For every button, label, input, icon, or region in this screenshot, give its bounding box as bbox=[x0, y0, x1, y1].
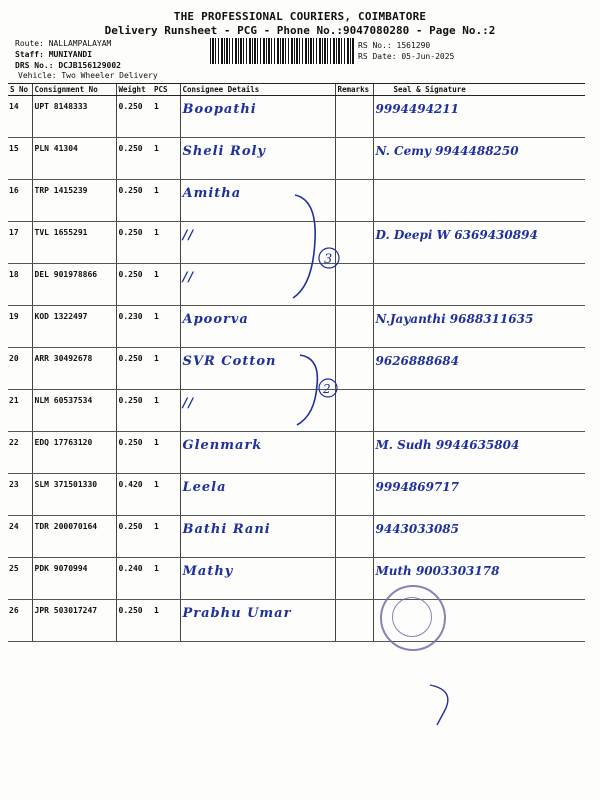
row-weight: 0.250 bbox=[116, 222, 152, 264]
col-consignment: Consignment No bbox=[32, 84, 116, 96]
route-label: Route: NALLAMPALAYAM bbox=[15, 39, 112, 48]
row-consignment-no: DEL 901978866 bbox=[32, 264, 116, 306]
document-header bbox=[0, 10, 600, 37]
row-pcs: 1 bbox=[152, 222, 180, 264]
row-weight: 0.240 bbox=[116, 558, 152, 600]
rs-number: RS No.: 1561290 bbox=[358, 41, 431, 50]
row-consignee-handwritten: Leela bbox=[180, 474, 335, 516]
row-weight: 0.250 bbox=[116, 96, 152, 138]
row-pcs: 1 bbox=[152, 516, 180, 558]
col-remarks: Remarks bbox=[335, 84, 373, 96]
row-signature-handwritten: N. Cemy 9944488250 bbox=[373, 138, 585, 180]
meta-left bbox=[15, 38, 121, 71]
row-consignee-handwritten: // bbox=[180, 264, 335, 306]
row-pcs: 1 bbox=[152, 348, 180, 390]
row-pcs: 1 bbox=[152, 264, 180, 306]
meta-right bbox=[358, 40, 454, 62]
row-weight: 0.250 bbox=[116, 348, 152, 390]
row-weight: 0.250 bbox=[116, 264, 152, 306]
row-consignment-no: UPT 8148333 bbox=[32, 96, 116, 138]
col-consignee: Consignee Details bbox=[180, 84, 335, 96]
row-consignee-handwritten: Amitha bbox=[180, 180, 335, 222]
row-signature-handwritten: 9994494211 bbox=[373, 96, 585, 138]
row-pcs: 1 bbox=[152, 432, 180, 474]
row-signature-handwritten: M. Sudh 9944635804 bbox=[373, 432, 585, 474]
row-sno: 20 bbox=[8, 348, 32, 390]
row-consignment-no: NLM 60537534 bbox=[32, 390, 116, 432]
row-pcs: 1 bbox=[152, 474, 180, 516]
row-signature-handwritten: N.Jayanthi 9688311635 bbox=[373, 306, 585, 348]
row-consignment-no: EDQ 17763120 bbox=[32, 432, 116, 474]
row-consignment-no: TDR 200070164 bbox=[32, 516, 116, 558]
row-sno: 15 bbox=[8, 138, 32, 180]
row-sno: 19 bbox=[8, 306, 32, 348]
bracket-group-a bbox=[285, 190, 345, 300]
company-stamp bbox=[380, 585, 446, 651]
row-weight: 0.250 bbox=[116, 600, 152, 642]
row-sno: 25 bbox=[8, 558, 32, 600]
vehicle-label: Vehicle: Two Wheeler Delivery bbox=[18, 71, 158, 80]
row-sno: 16 bbox=[8, 180, 32, 222]
row-consignment-no: SLM 371501330 bbox=[32, 474, 116, 516]
staff-label: Staff: MUNIYANDI bbox=[15, 50, 93, 59]
row-weight: 0.250 bbox=[116, 390, 152, 432]
table-row bbox=[8, 558, 585, 600]
row-pcs: 1 bbox=[152, 600, 180, 642]
row-weight: 0.250 bbox=[116, 516, 152, 558]
row-sno: 17 bbox=[8, 222, 32, 264]
pen-mark bbox=[425, 680, 465, 730]
row-pcs: 1 bbox=[152, 390, 180, 432]
row-signature-handwritten: Muth 9003303178 bbox=[373, 558, 585, 600]
row-remarks bbox=[335, 516, 373, 558]
barcode bbox=[210, 38, 355, 64]
row-signature-handwritten bbox=[373, 264, 585, 306]
company-name: THE PROFESSIONAL COURIERS, COIMBATORE bbox=[173, 10, 427, 23]
row-pcs: 1 bbox=[152, 558, 180, 600]
row-signature-handwritten: D. Deepi W 6369430894 bbox=[373, 222, 585, 264]
row-consignment-no: KOD 1322497 bbox=[32, 306, 116, 348]
table-row bbox=[8, 474, 585, 516]
row-consignment-no: PDK 9070994 bbox=[32, 558, 116, 600]
stamp-inner-ring bbox=[392, 597, 432, 637]
col-signature: Seal & Signature bbox=[373, 84, 585, 96]
row-weight: 0.230 bbox=[116, 306, 152, 348]
row-sno: 14 bbox=[8, 96, 32, 138]
bracket-group-b bbox=[295, 350, 355, 430]
row-pcs: 1 bbox=[152, 138, 180, 180]
row-consignee-handwritten: Apoorva bbox=[180, 306, 335, 348]
row-consignment-no: TRP 1415239 bbox=[32, 180, 116, 222]
row-pcs: 1 bbox=[152, 180, 180, 222]
row-remarks bbox=[335, 96, 373, 138]
row-consignee-handwritten: Glenmark bbox=[180, 432, 335, 474]
table-header-row bbox=[8, 84, 585, 96]
col-sno: S No bbox=[8, 84, 32, 96]
row-remarks bbox=[335, 474, 373, 516]
row-consignment-no: TVL 1655291 bbox=[32, 222, 116, 264]
row-consignment-no: PLN 41304 bbox=[32, 138, 116, 180]
row-consignee-handwritten: Mathy bbox=[180, 558, 335, 600]
col-weight: Weight bbox=[116, 84, 152, 96]
row-remarks bbox=[335, 432, 373, 474]
row-consignment-no: ARR 30492678 bbox=[32, 348, 116, 390]
drs-label: DRS No.: DCJB156129002 bbox=[15, 61, 121, 70]
row-pcs: 1 bbox=[152, 306, 180, 348]
table-row bbox=[8, 138, 585, 180]
row-weight: 0.250 bbox=[116, 432, 152, 474]
runsheet-subtitle: Delivery Runsheet - PCG - Phone No.:9047080280 - Page No.:2 bbox=[104, 24, 496, 37]
row-weight: 0.250 bbox=[116, 180, 152, 222]
row-consignee-handwritten: // bbox=[180, 222, 335, 264]
table-row bbox=[8, 306, 585, 348]
table-row bbox=[8, 96, 585, 138]
row-remarks bbox=[335, 600, 373, 642]
row-signature-handwritten bbox=[373, 390, 585, 432]
row-consignee-handwritten: Prabhu Umar bbox=[180, 600, 335, 642]
row-weight: 0.250 bbox=[116, 138, 152, 180]
row-signature-handwritten: 9443033085 bbox=[373, 516, 585, 558]
row-remarks bbox=[335, 306, 373, 348]
row-signature-handwritten: 9994869717 bbox=[373, 474, 585, 516]
row-sno: 23 bbox=[8, 474, 32, 516]
row-remarks bbox=[335, 558, 373, 600]
row-consignee-handwritten: Bathi Rani bbox=[180, 516, 335, 558]
row-weight: 0.420 bbox=[116, 474, 152, 516]
row-consignee-handwritten: Boopathi bbox=[180, 96, 335, 138]
row-sno: 22 bbox=[8, 432, 32, 474]
col-pcs: PCS bbox=[152, 84, 180, 96]
bracket-b-count: 2 bbox=[323, 382, 331, 396]
bracket-a-count: 3 bbox=[324, 252, 333, 267]
row-sno: 18 bbox=[8, 264, 32, 306]
row-consignee-handwritten: Sheli Roly bbox=[180, 138, 335, 180]
row-signature-handwritten bbox=[373, 180, 585, 222]
row-consignment-no: JPR 503017247 bbox=[32, 600, 116, 642]
row-signature-handwritten: 9626888684 bbox=[373, 348, 585, 390]
rs-date: RS Date: 05-Jun-2025 bbox=[358, 52, 455, 61]
table-row bbox=[8, 432, 585, 474]
row-sno: 26 bbox=[8, 600, 32, 642]
row-sno: 21 bbox=[8, 390, 32, 432]
row-consignee-handwritten: // bbox=[180, 390, 335, 432]
row-pcs: 1 bbox=[152, 96, 180, 138]
row-remarks bbox=[335, 138, 373, 180]
row-sno: 24 bbox=[8, 516, 32, 558]
table-row bbox=[8, 516, 585, 558]
table-row bbox=[8, 600, 585, 642]
row-consignee-handwritten: SVR Cotton bbox=[180, 348, 335, 390]
